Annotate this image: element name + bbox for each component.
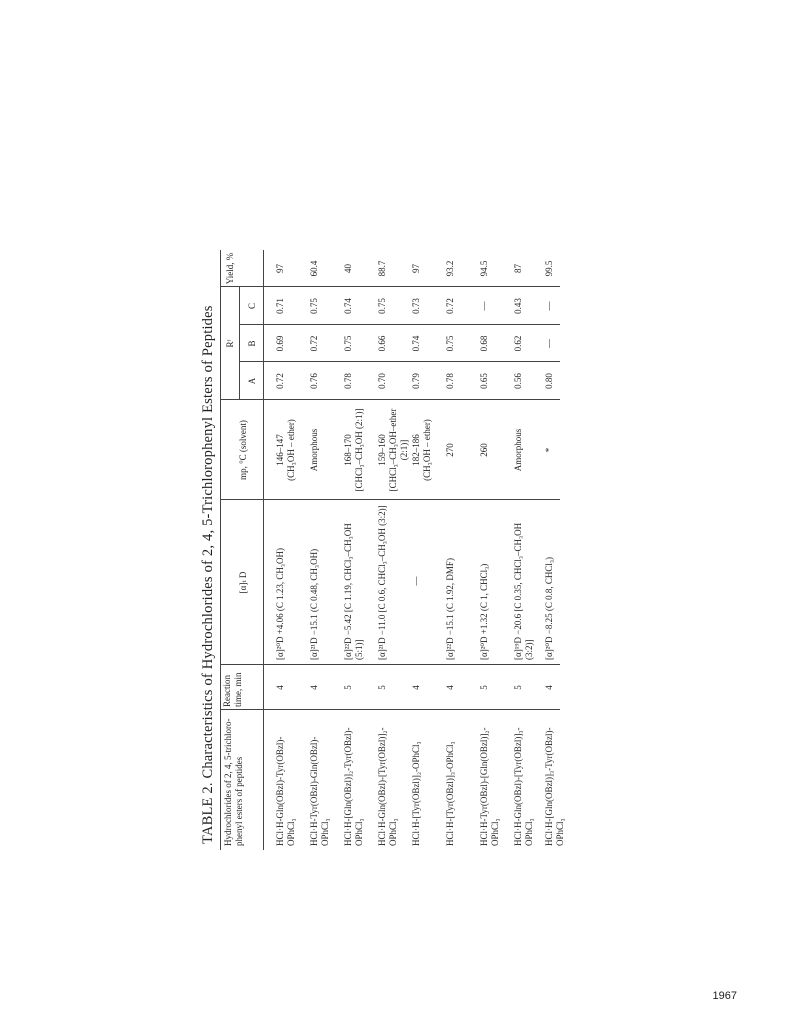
- cell-compound: HCl·H-[Gln(OBzl)]₂-Tyr(OBzl)-OPhCl₃: [343, 727, 364, 846]
- cell-yield: 94.5: [479, 260, 489, 277]
- cell-mp: 146–147: [275, 434, 285, 466]
- cell-rotation: [α]²⁰D −8.25 (C 0.8, CHCl₃): [544, 557, 554, 660]
- cell-time: 4: [275, 685, 285, 690]
- column-rule: [239, 361, 560, 362]
- cell-rf-a: 0.65: [479, 373, 489, 389]
- cell-rf-b: 0.66: [377, 335, 387, 352]
- cell-compound: HCl·H-[Tyr(OBzl)]₂-OPhCl₃: [411, 741, 421, 846]
- cell-rf-b: 0.68: [479, 335, 489, 352]
- header-compound: Hydrochlorides of 2, 4, 5-trichloro-phenyl esters of peptides: [223, 718, 244, 846]
- header-rf-c: C: [247, 303, 257, 310]
- cell-rf-a: 0.56: [513, 373, 523, 389]
- cell-rf-c: 0.43: [513, 298, 523, 314]
- cell-rotation: [α]²²D −5.42 [C 1.19, CHCl₃–CH₃OH (5:1)]: [343, 523, 364, 660]
- cell-mp: 168–170: [343, 434, 353, 466]
- column-rule: [239, 324, 560, 325]
- cell-rf-b: 0.62: [513, 335, 523, 352]
- header-rf-b: B: [247, 340, 257, 347]
- cell-rf-a: 0.78: [343, 373, 353, 389]
- cell-time: 5: [479, 685, 489, 690]
- cell-rf-c: 0.71: [275, 298, 285, 314]
- cell-rotation: [α]¹⁹D −20.6 [C 0.35, CHCl₃–CH₃OH (3:2)]: [513, 522, 534, 660]
- cell-compound: HCl·H-[Tyr(OBzl)]₃-OPhCl₃: [445, 741, 455, 846]
- cell-yield: 97: [275, 264, 285, 273]
- cell-rf-a: 0.79: [411, 373, 421, 389]
- table-top-rule: [220, 250, 221, 850]
- cell-mp-solvent: [CHCl₃–CH₃OH–ether (2:1)]: [388, 408, 409, 492]
- rf-subheader-rule: [239, 287, 240, 400]
- cell-rotation: —: [411, 576, 421, 586]
- cell-compound: HCl·H-Tyr(OBzl)-Gln(OBzl)-OPhCl₃: [309, 736, 330, 846]
- page-number: 1967: [712, 990, 737, 1002]
- column-rule: [220, 286, 560, 287]
- cell-rf-b: 0.72: [309, 335, 319, 352]
- cell-rf-b: 0.69: [275, 335, 285, 352]
- cell-rf-c: 0.74: [343, 298, 353, 314]
- cell-compound: HCl·H-Tyr(OBzl)-[Gln(OBzl)]₂-OPhCl₃: [479, 727, 500, 846]
- cell-mp-solvent: [CHCl₃–CH₃OH (2:1)]: [354, 408, 364, 492]
- cell-rf-a: 0.80: [544, 373, 554, 389]
- cell-rf-a: 0.76: [309, 373, 319, 389]
- cell-mp: 260: [479, 443, 489, 457]
- cell-rf-c: 0.73: [411, 298, 421, 314]
- cell-rotation: [α]²⁰D +1.32 (C 1, CHCl₃): [479, 563, 489, 660]
- cell-rf-b: 0.75: [445, 335, 455, 352]
- cell-mp-solvent: (CH₃OH – ether): [422, 419, 432, 481]
- cell-compound: HCl·H-Gln(OBzl)-Tyr(OBzl)-OPhCl₃: [275, 736, 296, 846]
- cell-mp: *: [544, 447, 554, 453]
- header-yield: Yield, %: [225, 252, 235, 285]
- cell-rf-b: —: [544, 339, 554, 348]
- cell-yield: 99.5: [544, 260, 554, 277]
- cell-time: 5: [377, 685, 387, 690]
- header-reaction-time: Reaction time, min: [222, 672, 243, 707]
- cell-mp: 270: [445, 443, 455, 457]
- header-mp: mp, °C (solvent): [238, 420, 248, 480]
- cell-rf-c: —: [544, 301, 554, 311]
- cell-rf-a: 0.78: [445, 373, 455, 389]
- cell-yield: 88.7: [377, 260, 387, 277]
- header-rf-a: A: [247, 377, 257, 385]
- rotated-table: [200, 250, 565, 850]
- cell-time: 4: [544, 685, 554, 690]
- cell-yield: 60.4: [309, 260, 319, 277]
- cell-rf-b: 0.74: [411, 335, 421, 352]
- cell-mp: 159–160: [377, 434, 387, 466]
- cell-time: 5: [343, 685, 353, 690]
- table-header-rule: [263, 250, 264, 850]
- cell-yield: 93.2: [445, 260, 455, 277]
- cell-rf-c: 0.75: [377, 298, 387, 314]
- cell-compound: HCl·H-Gln(OBzl)-[Tyr(OBzl)]₃-OPhCl₃: [513, 727, 534, 846]
- cell-time: 5: [513, 685, 523, 690]
- cell-rf-a: 0.72: [275, 373, 285, 389]
- cell-rotation: [α]²²D −15.1 (C 1.92, DMF): [445, 558, 455, 660]
- cell-yield: 97: [411, 264, 421, 273]
- cell-mp: Amorphous: [513, 428, 523, 472]
- cell-rotation: [α]²¹D −15.1 (C 0.48, CH₃OH): [309, 548, 319, 660]
- cell-time: 4: [445, 685, 455, 690]
- cell-rf-c: 0.75: [309, 298, 319, 314]
- cell-mp-solvent: (CH₃OH – ether): [286, 419, 296, 481]
- cell-yield: 40: [343, 264, 353, 273]
- cell-yield: 87: [513, 264, 523, 273]
- cell-rf-b: 0.75: [343, 335, 353, 352]
- cell-time: 4: [411, 685, 421, 690]
- table-caption: TABLE 2. Characteristics of Hydrochlorides of 2, 4, 5-Trichlorophenyl Esters of Peptides: [200, 305, 216, 844]
- cell-rf-c: —: [479, 301, 489, 311]
- cell-rotation: [α]²¹D −11.0 [C 0.6, CHCl₃–CH₃OH (3:2)]: [377, 505, 387, 660]
- cell-compound: HCl·H-[Gln(OBzl)]₃-Tyr(OBzl)-OPhCl₃: [544, 727, 565, 846]
- cell-rotation: [α]²⁰D +4.06 (C 1.23, CH₃OH): [275, 548, 285, 660]
- cell-mp: 182–186: [411, 434, 421, 466]
- cell-rf-c: 0.72: [445, 298, 455, 314]
- cell-time: 4: [309, 685, 319, 690]
- cell-compound: HCl·H-Gln(OBzl)-[Tyr(OBzl)]₂-OPhCl₃: [377, 727, 398, 846]
- header-rf: Rᶠ: [225, 339, 235, 348]
- header-rotation: [α]ₜ D: [238, 571, 248, 594]
- column-rule: [220, 664, 560, 665]
- cell-rf-a: 0.70: [377, 373, 387, 389]
- cell-mp: Amorphous: [309, 428, 319, 472]
